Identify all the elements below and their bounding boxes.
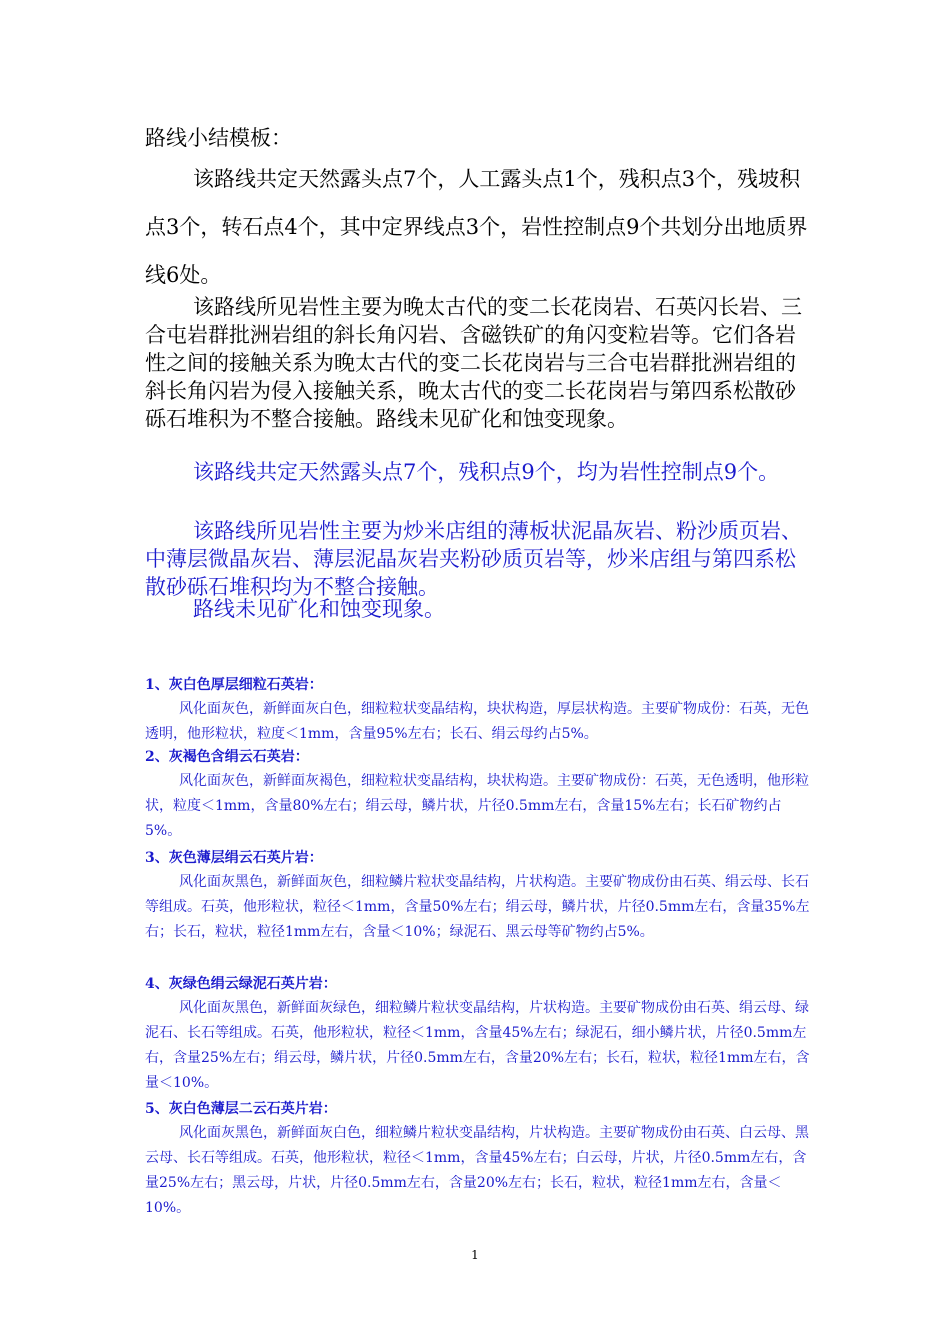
rock-heading: 4、灰绿色绢云绿泥石英片岩： — [145, 976, 337, 992]
rock-text: 风化面灰黑色，新鲜面灰色，细粒鳞片粒状变晶结构，片状构造。主要矿物成份由石英、绢云母、长石等组成。石英，他形粒状，粒径＜1mm，含量50%左右；绢云母，鳞片状，片径0.5mm左右，含量35%左右；长石，粒状，粒径1mm左右，含量＜10%；绿泥石、黑云母等矿物约占5%。 — [145, 874, 810, 940]
rock-heading: 1、灰白色厚层细粒石英岩： — [145, 677, 323, 693]
summary-paragraph-1: 该路线共定天然露头点7个，人工露头点1个，残积点3个，残坡积点3个，转石点4个，其中定界线点3个，岩性控制点9个共划分出地质界线6处。 — [145, 167, 808, 287]
summary-paragraph-2: 该路线所见岩性主要为晚太古代的变二长花岗岩、石英闪长岩、三合屯岩群批洲岩组的斜长角闪岩、含磁铁矿的角闪变粒岩等。它们各岩性之间的接触关系为晚太古代的变二长花岗岩与三合屯岩群批洲岩组的斜长角闪岩为侵入接触关系，晚太古代的变二长花岗岩与第四系松散砂砾石堆积为不整合接触。路线未见矿化和蚀变现象。 — [145, 295, 802, 431]
summary-paragraph-5: 路线未见矿化和蚀变现象。 — [193, 597, 445, 621]
rock-heading: 3、灰色薄层绢云石英片岩： — [145, 850, 323, 866]
rock-text: 风化面灰色，新鲜面灰褐色，细粒粒状变晶结构，块状构造。主要矿物成份：石英，无色透明，他形粒状，粒度＜1mm，含量80%左右；绢云母，鳞片状，片径0.5mm左右，含量15%左右；长石矿物约占5%。 — [145, 773, 809, 839]
rock-text: 风化面灰黑色，新鲜面灰白色，细粒鳞片粒状变晶结构，片状构造。主要矿物成份由石英、白云母、黑云母、长石等组成。石英，他形粒状，粒径＜1mm，含量45%左右；白云母，片状，片径0.5mm左右，含量25%左右；黑云母，片状，片径0.5mm左右，含量20%左右；长石，粒状，粒径1mm左右，含量＜10%。 — [145, 1125, 809, 1216]
summary-paragraph-4: 该路线所见岩性主要为炒米店组的薄板状泥晶灰岩、粉沙质页岩、中薄层微晶灰岩、薄层泥晶灰岩夹粉砂质页岩等，炒米店组与第四系松散砂砾石堆积均为不整合接触。 — [145, 519, 802, 599]
section-title: 路线小结模板： — [145, 126, 292, 150]
rock-text: 风化面灰色，新鲜面灰白色，细粒粒状变晶结构，块状构造，厚层状构造。主要矿物成份：石英，无色透明，他形粒状，粒度＜1mm，含量95%左右；长石、绢云母约占5%。 — [145, 701, 809, 742]
rock-description-4 — [145, 972, 815, 1096]
rock-heading: 2、灰褐色含绢云石英岩： — [145, 749, 309, 765]
page-number: 1 — [471, 1248, 479, 1262]
rock-description-5 — [145, 1097, 815, 1221]
rock-description-1 — [145, 673, 815, 747]
rock-description-2 — [145, 745, 815, 844]
rock-text: 风化面灰黑色，新鲜面灰绿色，细粒鳞片粒状变晶结构，片状构造。主要矿物成份由石英、绢云母、绿泥石、长石等组成。石英，他形粒状，粒径＜1mm，含量45%左右；绿泥石，细小鳞片状，片径0.5mm左右，含量25%左右；绢云母，鳞片状，片径0.5mm左右，含量20%左右；长石，粒状，粒径1mm左右，含量＜10%。 — [145, 1000, 810, 1091]
rock-description-3 — [145, 846, 815, 945]
rock-heading: 5、灰白色薄层二云石英片岩： — [145, 1101, 337, 1117]
summary-paragraph-3: 该路线共定天然露头点7个，残积点9个，均为岩性控制点9个。 — [193, 460, 780, 484]
